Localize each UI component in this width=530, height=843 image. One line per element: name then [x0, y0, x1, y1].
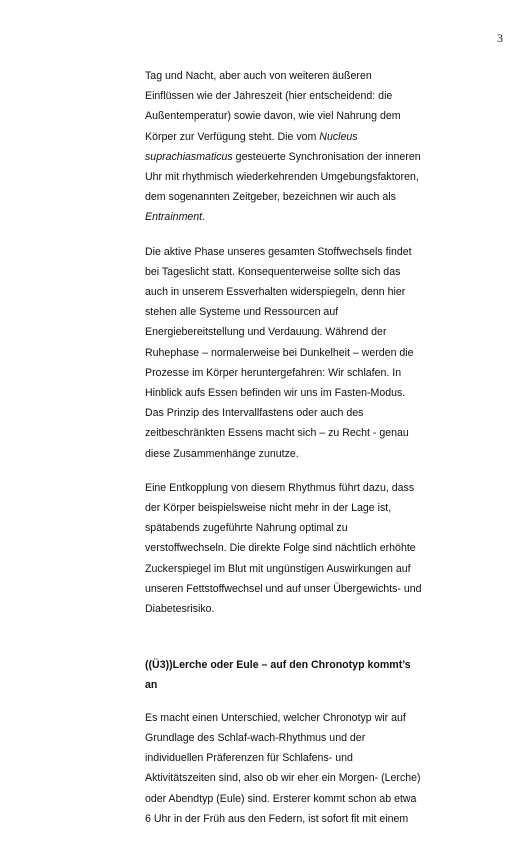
text-line: unseren Fettstoffwechsel und auf unser Übergewichts- und	[145, 582, 422, 595]
text-line: Außentemperatur) sowie davon, wie viel Nahrung dem	[145, 110, 401, 123]
text-line: Zuckerspiegel im Blut mit ungünstigen Auswirkungen auf	[145, 562, 411, 575]
text-line: Uhr mit rhythmisch wiederkehrenden Umgebungsfaktoren,	[145, 171, 419, 184]
text-line: Die aktive Phase unseres gesamten Stoffwechsels findet	[145, 245, 412, 258]
text-line: Es macht einen Unterschied, welcher Chronotyp wir auf	[145, 711, 406, 724]
text-line: auch in unserem Essverhalten widerspiegeln, denn hier	[145, 286, 406, 299]
text-run: Körper zur Verfügung steht. Die vom	[145, 130, 320, 143]
text-line: Einflüssen wie der Jahreszeit (hier entscheidend: die	[145, 90, 393, 103]
text-line	[145, 147, 480, 167]
heading-line: ((Ü3))Lerche oder Eule – auf den Chronotyp kommt’s	[145, 659, 411, 672]
text-line: stehen alle Systeme und Ressourcen auf	[145, 306, 339, 319]
italic-term-suprachiasmaticus: suprachiasmaticus	[145, 150, 233, 163]
section-heading	[145, 655, 480, 695]
heading-line: an	[145, 679, 158, 692]
text-line	[145, 207, 480, 227]
paragraph-2	[145, 242, 480, 464]
text-run: .	[202, 211, 206, 224]
text-line: bei Tageslicht statt. Konsequenterweise sollte sich das	[145, 265, 401, 278]
text-line: 6 Uhr in der Früh aus den Federn, ist sofort fit mit einem	[145, 812, 409, 825]
text-line: dem sogenannten Zeitgeber, bezeichnen wir auch als	[145, 191, 396, 204]
document-body	[145, 66, 480, 843]
text-line: Prozesse im Körper heruntergefahren: Wir schlafen. In	[145, 366, 402, 379]
text-line: Hinblick aufs Essen befinden wir uns im Fasten-Modus.	[145, 387, 406, 400]
page-number: 3	[497, 31, 503, 45]
italic-term-nucleus: Nucleus	[319, 130, 358, 143]
text-line: Ruhephase – normalerweise bei Dunkelheit – werden die	[145, 346, 414, 359]
text-line: verstoffwechseln. Die direkte Folge sind nächtlich erhöhte	[145, 542, 416, 555]
text-line: Aktivitätszeiten sind, also ob wir eher ein Morgen- (Lerche)	[145, 772, 421, 785]
paragraph-3	[145, 478, 480, 619]
text-line: spätabends zugeführte Nahrung optimal zu	[145, 522, 348, 535]
text-line: Energiebereitstellung und Verdauung. Während der	[145, 326, 387, 339]
text-line: Das Prinzip des Intervallfastens oder auch des	[145, 407, 364, 420]
text-line: der Körper beispielsweise nicht mehr in der Lage ist,	[145, 502, 392, 515]
text-line: Eine Entkopplung von diesem Rhythmus führt dazu, dass	[145, 481, 415, 494]
text-line: Tag und Nacht, aber auch von weiteren äußeren	[145, 70, 372, 82]
paragraph-4	[145, 708, 480, 829]
text-line: individuellen Präferenzen für Schlafens- und	[145, 752, 353, 765]
text-run: gesteuerte Synchronisation der inneren	[232, 150, 421, 163]
text-line: diese Zusammenhänge zunutze.	[145, 447, 299, 460]
text-line: Diabetesrisiko.	[145, 603, 215, 616]
italic-term-entrainment: Entrainment	[145, 211, 203, 224]
text-line: Grundlage des Schlaf-wach-Rhythmus und der	[145, 731, 366, 744]
text-line: oder Abendtyp (Eule) sind. Ersterer kommt schon ab etwa	[145, 792, 417, 805]
text-line	[145, 127, 480, 147]
paragraph-1	[145, 66, 480, 228]
text-line: zeitbeschränkten Essens macht sich – zu Recht - genau	[145, 427, 409, 440]
